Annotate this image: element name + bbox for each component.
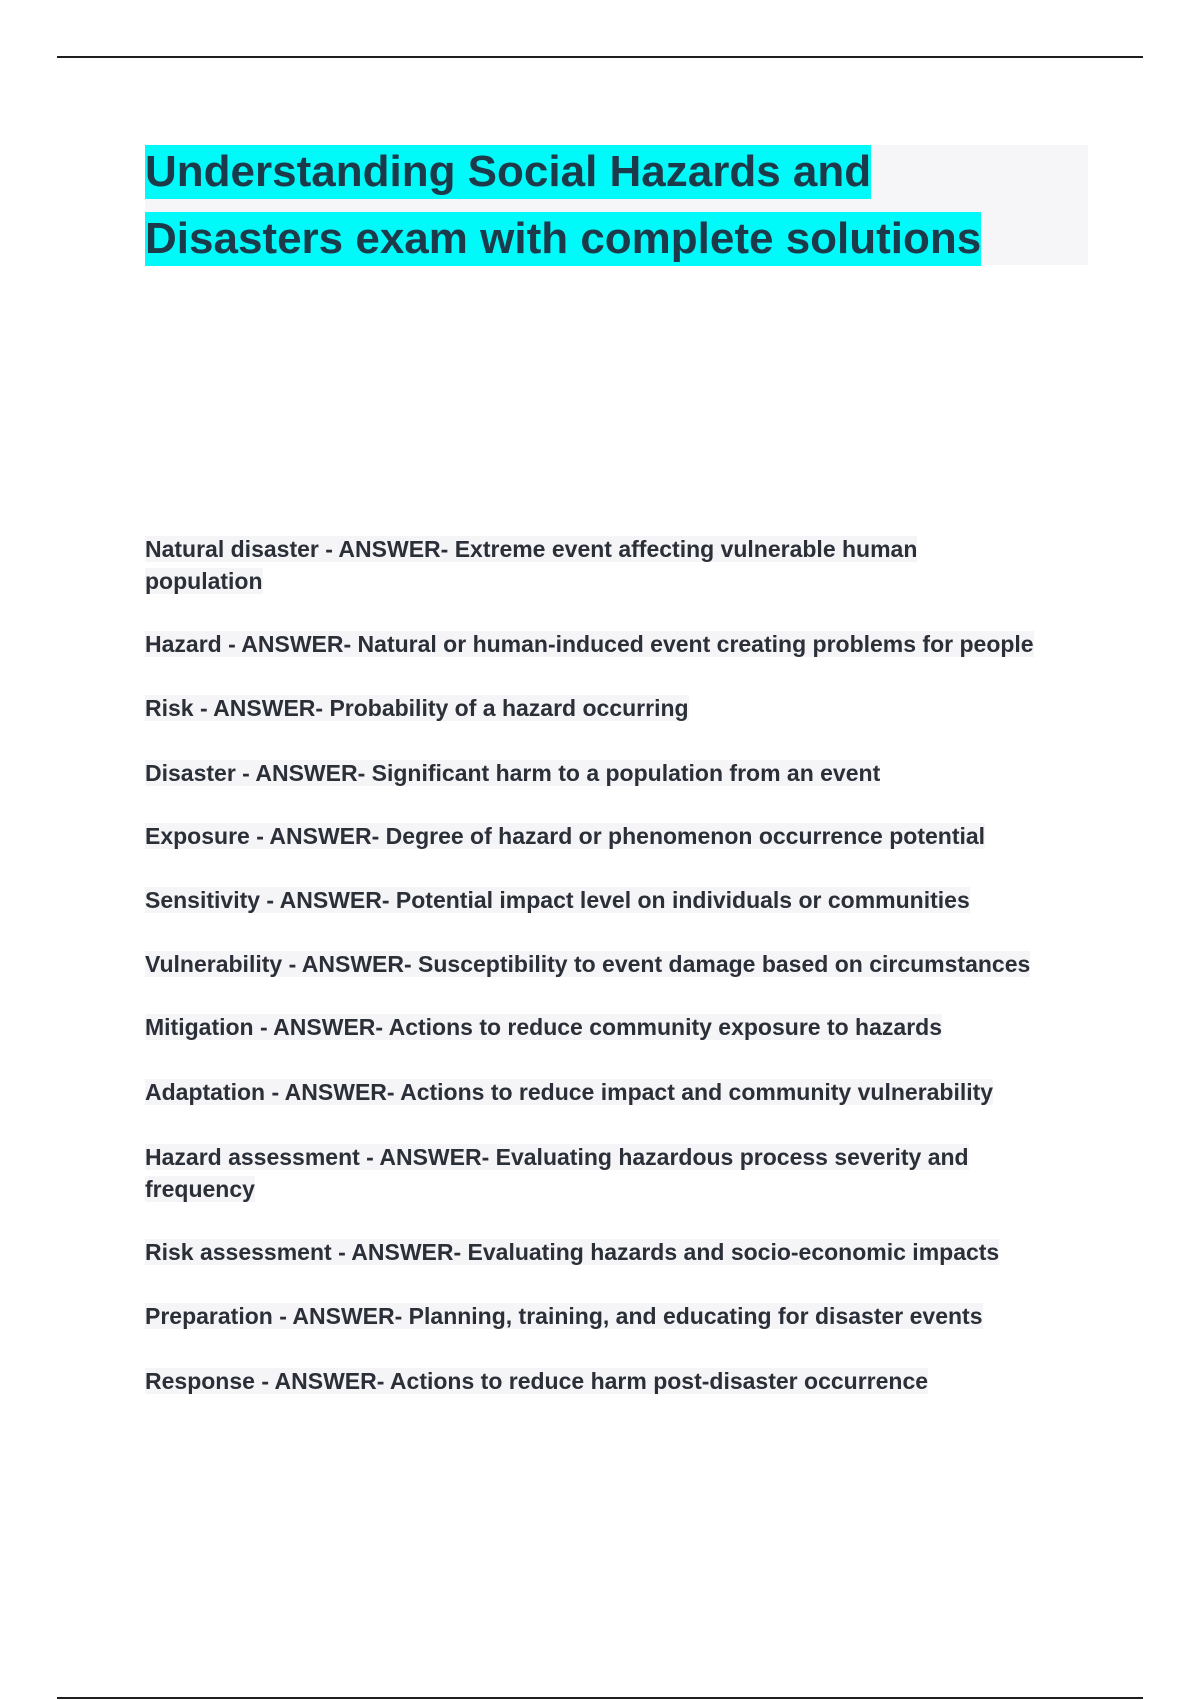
- qa-item: [145, 533, 1090, 597]
- qa-text: Disaster - ANSWER- Significant harm to a population from an event: [145, 760, 881, 786]
- qa-text: Vulnerability - ANSWER- Susceptibility to event damage based on circumstances: [145, 951, 1031, 977]
- qa-item: [145, 948, 1090, 980]
- qa-text: Mitigation - ANSWER- Actions to reduce community exposure to hazards: [145, 1014, 942, 1040]
- qa-item: [145, 1300, 1090, 1332]
- footer-rule: [57, 1697, 1143, 1699]
- qa-text: Risk - ANSWER- Probability of a hazard occurring: [145, 695, 689, 721]
- qa-item: [145, 884, 1090, 916]
- qa-item: [145, 1365, 1090, 1397]
- qa-text: Exposure - ANSWER- Degree of hazard or phenomenon occurrence potential: [145, 823, 986, 849]
- qa-item: [145, 628, 1090, 660]
- qa-text: Hazard - ANSWER- Natural or human-induced event creating problems for people: [145, 631, 1034, 657]
- qa-item: [145, 820, 1090, 852]
- qa-text-continued: population: [145, 568, 263, 594]
- qa-text: Adaptation - ANSWER- Actions to reduce impact and community vulnerability: [145, 1079, 994, 1105]
- qa-item: [145, 1141, 1090, 1205]
- qa-item: [145, 1236, 1090, 1268]
- qa-item: [145, 1076, 1090, 1108]
- qa-text: Preparation - ANSWER- Planning, training, and educating for disaster events: [145, 1303, 983, 1329]
- qa-item: [145, 757, 1090, 789]
- qa-item: [145, 692, 1090, 724]
- qa-text: Risk assessment - ANSWER- Evaluating hazards and socio-economic impacts: [145, 1239, 1000, 1265]
- qa-item: [145, 1011, 1090, 1043]
- qa-text: Hazard assessment - ANSWER- Evaluating hazardous process severity and: [145, 1144, 969, 1170]
- document-title-line-1: Understanding Social Hazards and: [145, 145, 871, 199]
- document-title-line-2: Disasters exam with complete solutions: [145, 212, 981, 266]
- qa-text: Sensitivity - ANSWER- Potential impact level on individuals or communities: [145, 887, 970, 913]
- qa-text: Natural disaster - ANSWER- Extreme event affecting vulnerable human: [145, 536, 918, 562]
- qa-text-continued: frequency: [145, 1176, 255, 1202]
- qa-text: Response - ANSWER- Actions to reduce harm post-disaster occurrence: [145, 1368, 929, 1394]
- header-rule: [57, 56, 1143, 58]
